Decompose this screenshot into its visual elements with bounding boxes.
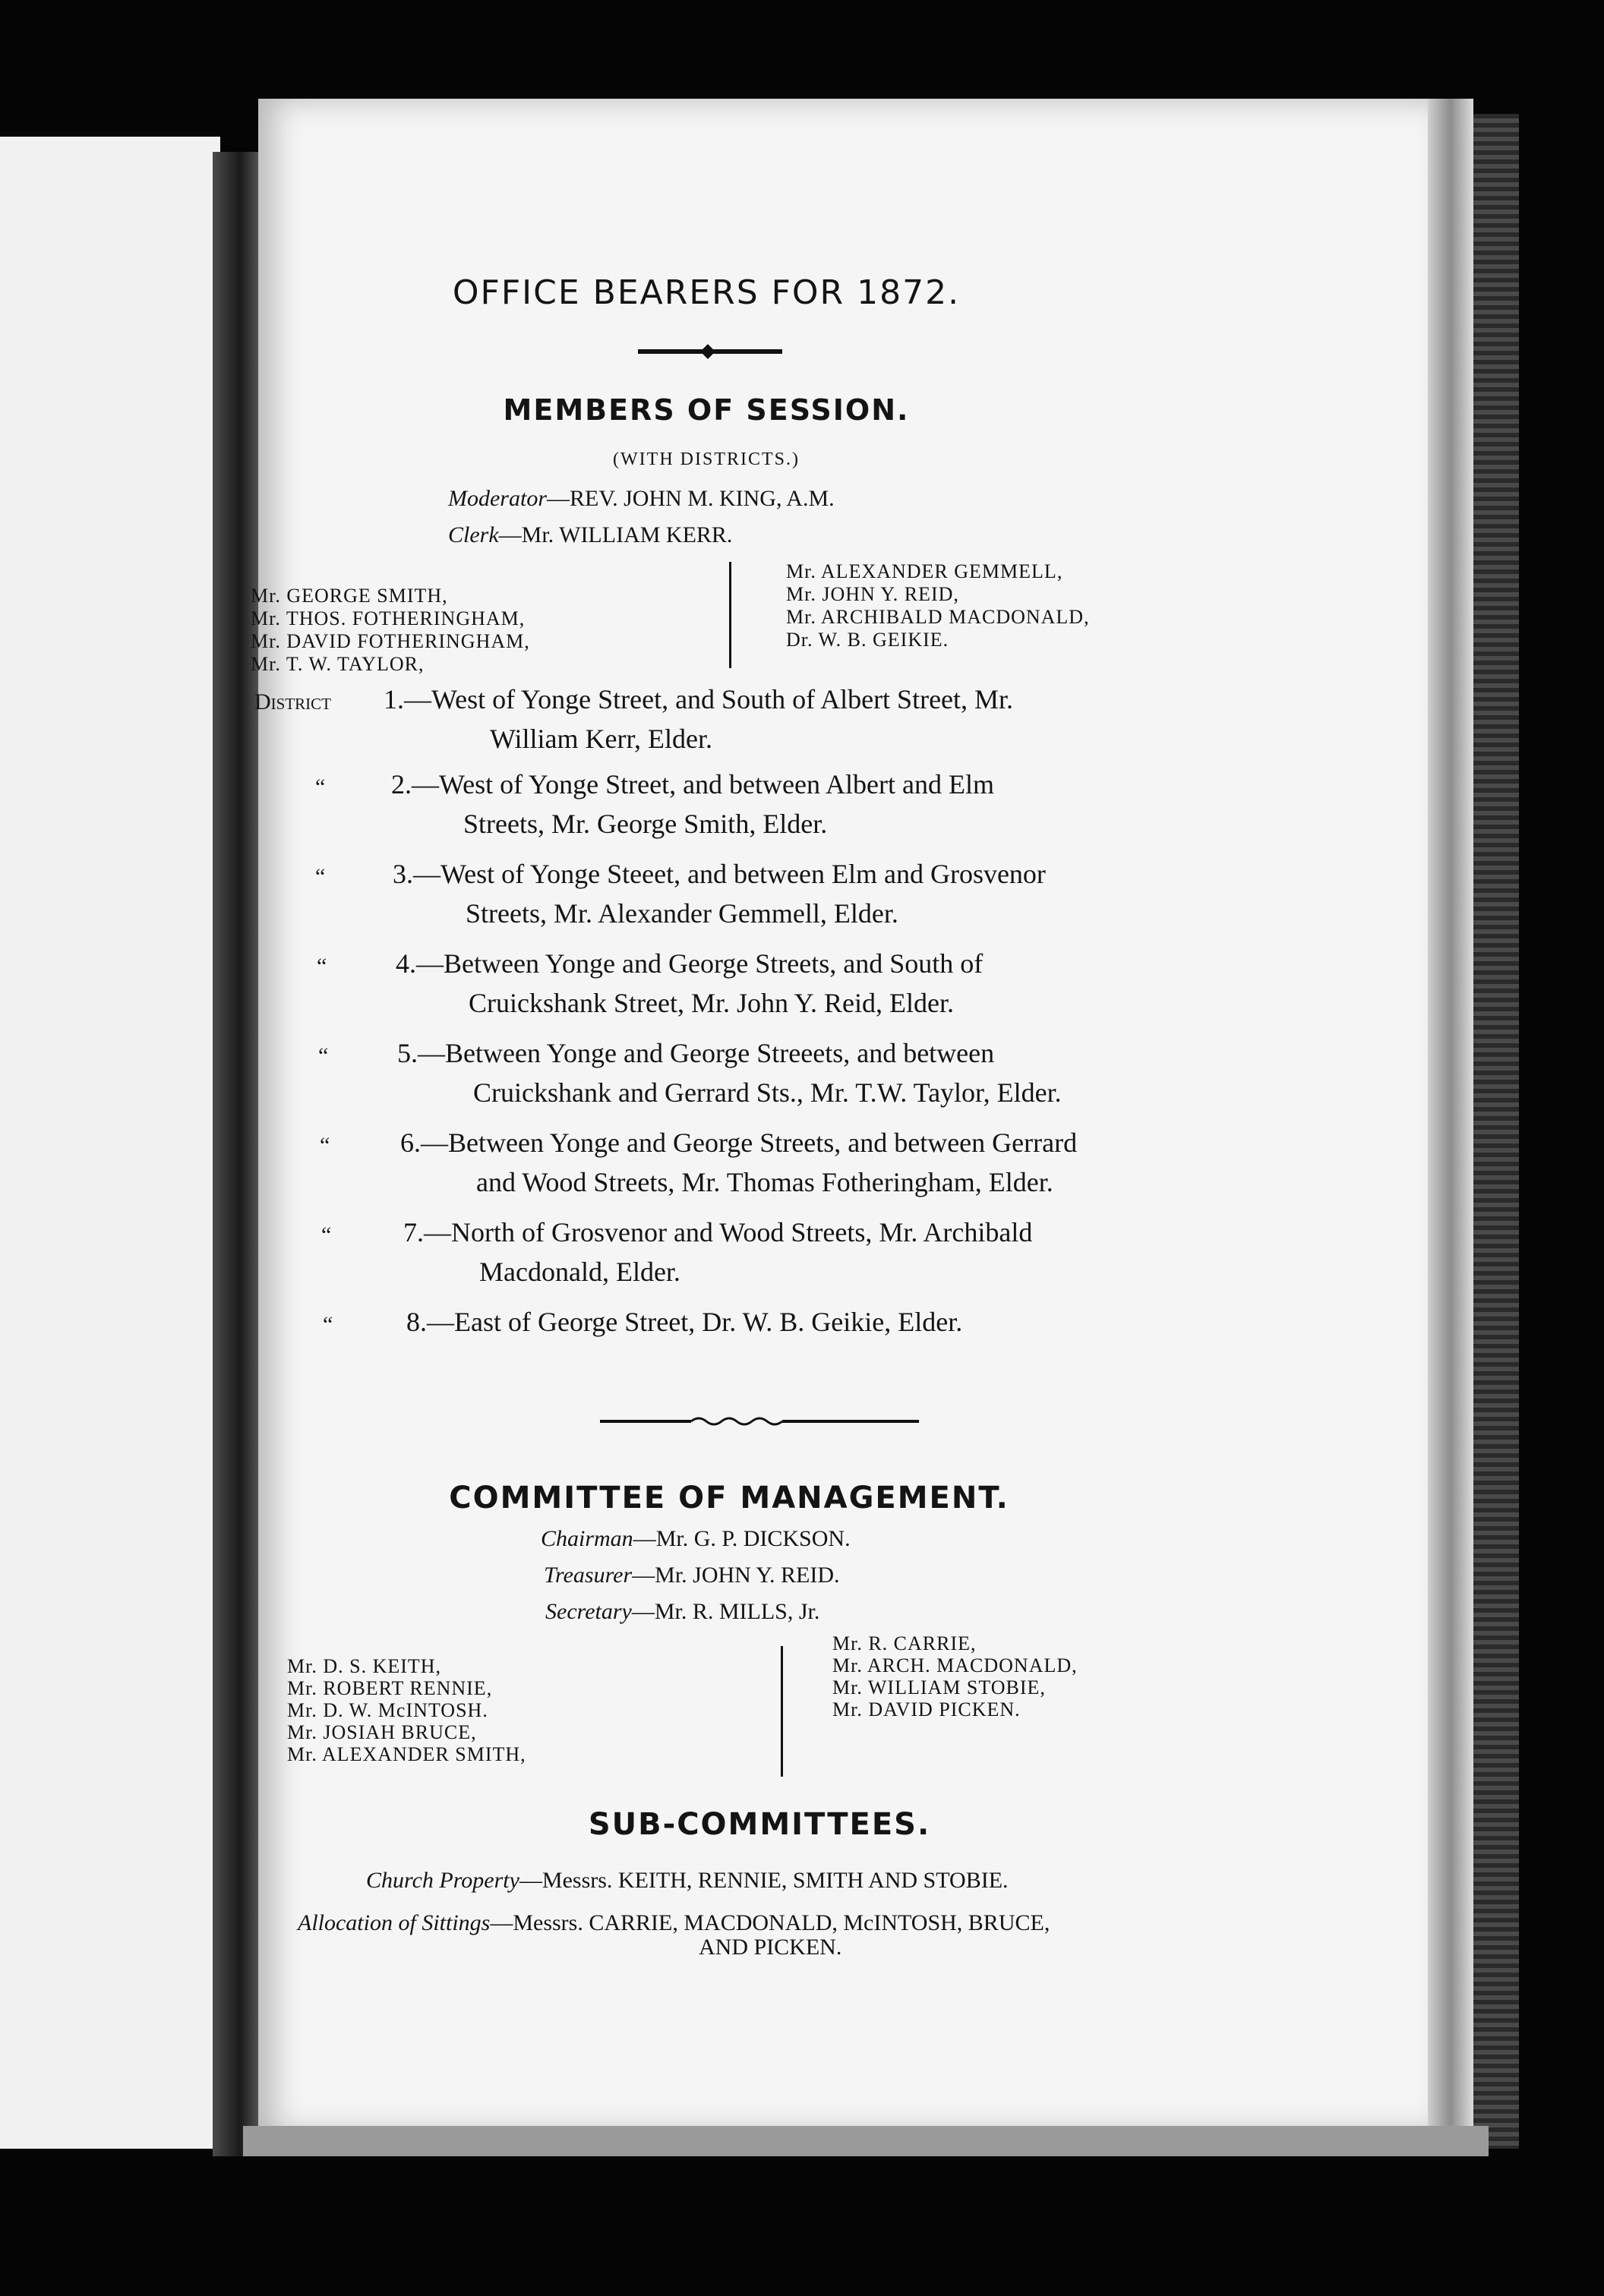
session-column-divider — [729, 562, 731, 668]
allocation-label: Allocation of Sittings — [298, 1910, 491, 1935]
committee-member: Mr. ROBERT RENNIE, — [287, 1677, 493, 1699]
session-heading: MEMBERS OF SESSION. — [503, 393, 910, 427]
district-line-1: 7.—North of Grosvenor and Wood Streets, Mr. Archibald — [403, 1217, 1033, 1247]
district-entry — [254, 683, 1242, 768]
chairman-name: —Mr. G. P. DICKSON. — [633, 1526, 851, 1551]
district-line-2: Cruickshank and Gerrard Sts., Mr. T.W. Taylor, Elder. — [473, 1077, 1062, 1108]
districts-list — [254, 683, 1242, 1359]
church-property-text: —Messrs. KEITH, RENNIE, SMITH AND STOBIE. — [519, 1868, 1009, 1893]
district-entry — [254, 948, 1242, 1037]
committee-member: Mr. D. S. KEITH, — [287, 1655, 442, 1677]
moderator-name: —REV. JOHN M. KING, A.M. — [547, 486, 835, 511]
clerk-line — [448, 522, 732, 548]
district-line-2: Streets, Mr. Alexander Gemmell, Elder. — [466, 898, 898, 929]
treasurer-label: Treasurer — [544, 1563, 633, 1588]
session-member: Mr. ALEXANDER GEMMELL, — [786, 560, 1063, 582]
session-member: Mr. JOHN Y. REID, — [786, 583, 959, 605]
district-prefix: “ — [323, 1312, 333, 1337]
session-member: Mr. GEORGE SMITH, — [251, 585, 448, 607]
session-member: Mr. THOS. FOTHERINGHAM, — [251, 607, 526, 629]
district-line-1: 4.—Between Yonge and George Streets, and South of — [396, 948, 984, 979]
district-line-1: 1.—West of Yonge Street, and South of Albert Street, Mr. — [384, 684, 1014, 714]
committee-member: Mr. WILLIAM STOBIE, — [832, 1676, 1046, 1698]
allocation-line-2: AND PICKEN. — [699, 1935, 842, 1960]
session-member: Mr. T. W. TAYLOR, — [251, 653, 425, 675]
page-title: OFFICE BEARERS FOR 1872. — [452, 273, 961, 312]
session-member: Dr. W. B. GEIKIE. — [786, 629, 949, 651]
wavy-divider — [600, 1414, 919, 1429]
bottom-page-edge — [243, 2126, 1489, 2156]
allocation-text: —Messrs. CARRIE, MACDONALD, McINTOSH, BRUCE, — [490, 1910, 1050, 1935]
secretary-name: —Mr. R. MILLS, Jr. — [631, 1599, 820, 1624]
district-prefix: “ — [317, 954, 327, 979]
clerk-name: —Mr. WILLIAM KERR. — [498, 522, 733, 547]
treasurer-line — [544, 1563, 840, 1588]
session-member: Mr. ARCHIBALD MACDONALD, — [786, 606, 1090, 628]
session-members-right — [786, 560, 1090, 651]
district-entry — [254, 1216, 1242, 1306]
committee-column-divider — [781, 1646, 783, 1777]
committee-member: Mr. DAVID PICKEN. — [832, 1698, 1021, 1720]
allocation-line — [298, 1910, 1050, 1936]
secretary-label: Secretary — [545, 1599, 632, 1624]
chairman-line — [541, 1526, 851, 1552]
page-edges — [1428, 99, 1473, 2149]
session-members-left — [251, 585, 530, 676]
district-line-1: 2.—West of Yonge Street, and between Albert and Elm — [391, 769, 994, 800]
district-entry — [254, 1037, 1242, 1127]
district-entry — [254, 858, 1242, 948]
district-line-2: Streets, Mr. George Smith, Elder. — [463, 809, 828, 839]
moderator-line — [448, 486, 835, 512]
district-line-1: 8.—East of George Street, Dr. W. B. Geikie, Elder. — [406, 1307, 963, 1337]
district-line-1: 3.—West of Yonge Steeet, and between Elm and Grosvenor — [393, 859, 1046, 889]
clerk-label: Clerk — [448, 522, 499, 547]
district-entry — [254, 1127, 1242, 1216]
church-property-line — [366, 1868, 1009, 1894]
church-property-label: Church Property — [366, 1868, 519, 1893]
subcommittees-heading: SUB-COMMITTEES. — [588, 1807, 931, 1842]
committee-heading: COMMITTEE OF MANAGEMENT. — [449, 1481, 1009, 1515]
committee-member: Mr. ALEXANDER SMITH, — [287, 1743, 526, 1765]
session-subheading: (WITH DISTRICTS.) — [613, 449, 800, 469]
committee-members-left — [287, 1655, 526, 1765]
chairman-label: Chairman — [541, 1526, 633, 1551]
district-line-2: and Wood Streets, Mr. Thomas Fotheringham, Elder. — [476, 1167, 1053, 1197]
committee-members-right — [832, 1632, 1078, 1720]
secretary-line — [545, 1599, 819, 1625]
district-prefix: “ — [318, 1043, 329, 1068]
district-line-1: 5.—Between Yonge and George Streeets, and between — [397, 1038, 995, 1068]
district-prefix: “ — [315, 774, 326, 800]
district-line-2: William Kerr, Elder. — [490, 724, 713, 754]
committee-member: Mr. ARCH. MACDONALD, — [832, 1654, 1078, 1676]
book-cover — [1473, 114, 1519, 2149]
committee-member: Mr. R. CARRIE, — [832, 1632, 977, 1654]
moderator-label: Moderator — [448, 486, 547, 511]
district-prefix: District — [254, 689, 331, 714]
committee-member: Mr. D. W. McINTOSH. — [287, 1699, 488, 1721]
district-line-1: 6.—Between Yonge and George Streets, and between Gerrard — [400, 1128, 1078, 1158]
district-entry — [254, 768, 1242, 858]
district-entry — [254, 1306, 1242, 1359]
district-line-2: Macdonald, Elder. — [479, 1257, 680, 1287]
district-line-2: Cruickshank Street, Mr. John Y. Reid, Elder. — [469, 988, 954, 1018]
district-prefix: “ — [320, 1133, 330, 1158]
left-page — [0, 137, 220, 2149]
treasurer-name: —Mr. JOHN Y. REID. — [632, 1563, 840, 1588]
district-prefix: “ — [315, 864, 326, 889]
committee-member: Mr. JOSIAH BRUCE, — [287, 1721, 477, 1743]
session-member: Mr. DAVID FOTHERINGHAM, — [251, 630, 530, 652]
district-prefix: “ — [321, 1222, 332, 1247]
